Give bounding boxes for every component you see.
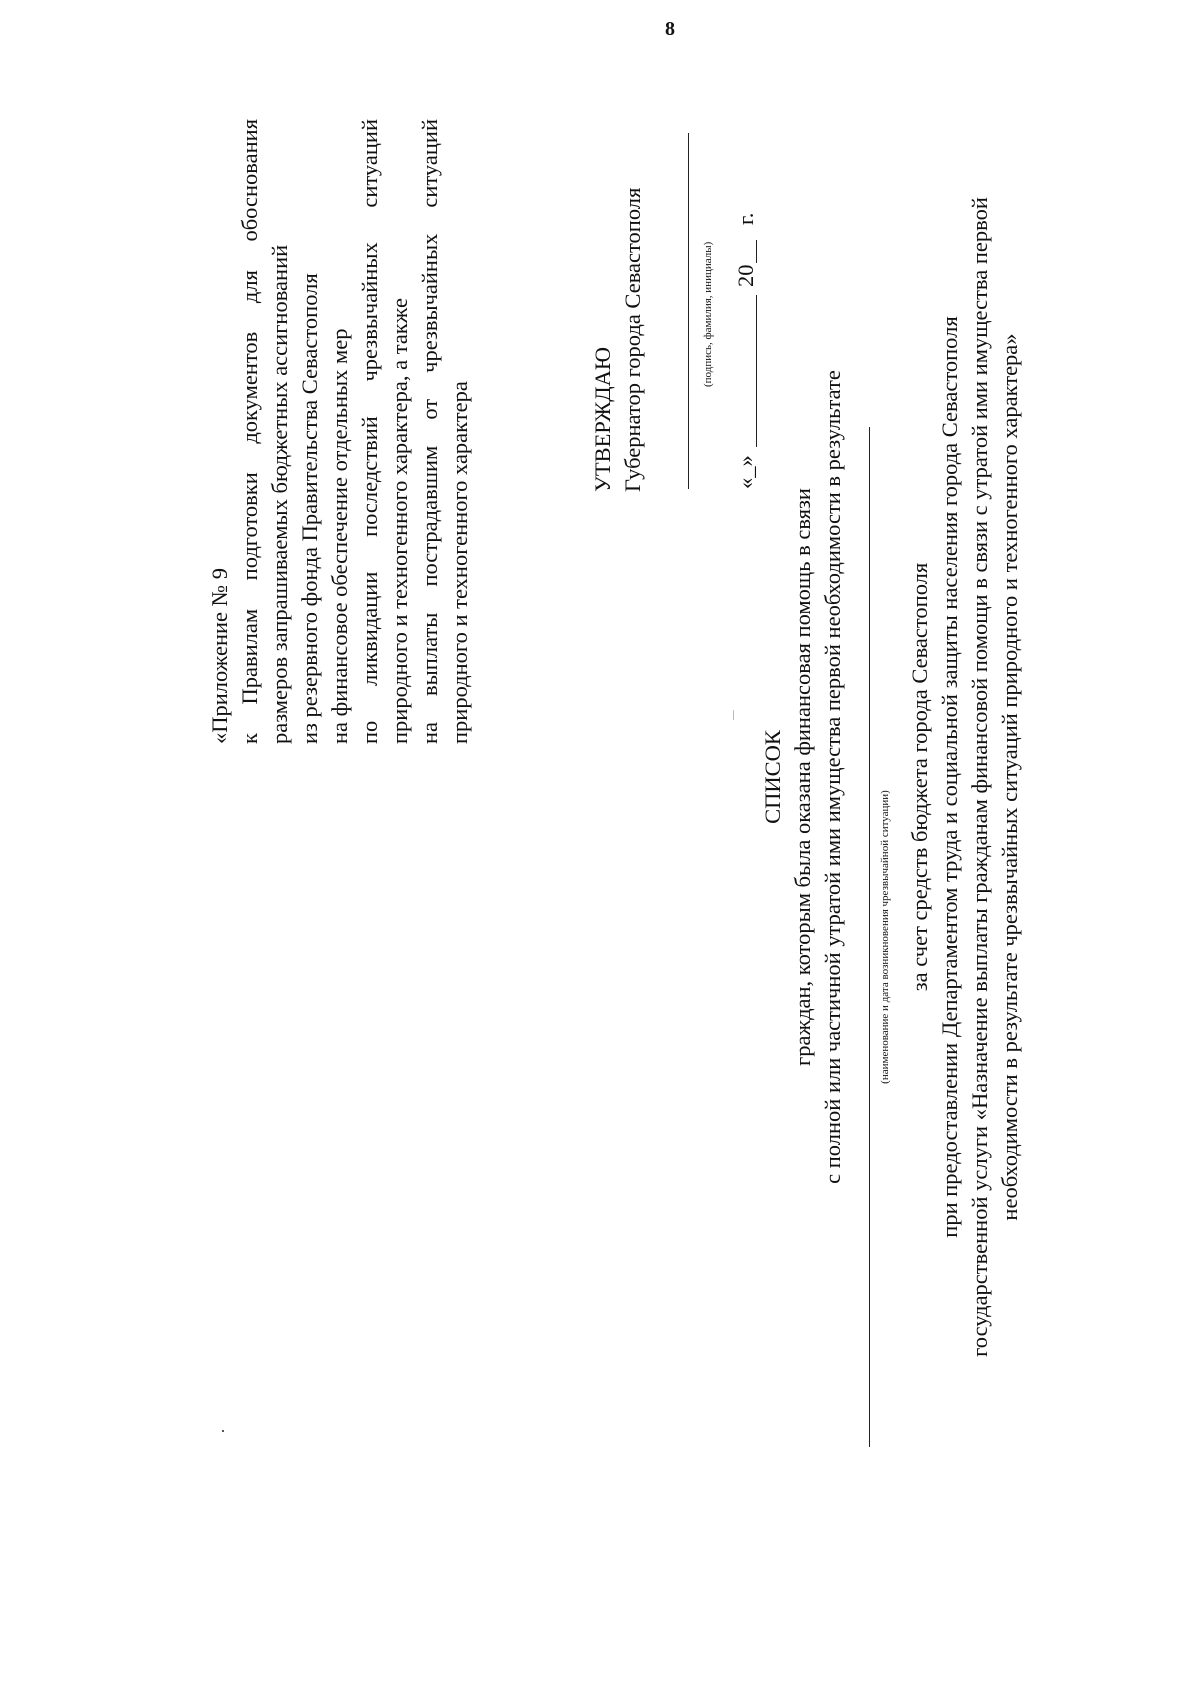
list-line: необходимости в результате чрезвычайных ситуаций природного и техногенного характера»	[997, 333, 1022, 1221]
annex-line: «Приложение № 9	[207, 568, 232, 744]
annex-line: к Правилам подготовки документов для обоснования	[237, 119, 262, 744]
rotated-page-content	[205, 107, 1085, 1447]
annex-block	[205, 119, 475, 744]
list-line: государственной услуги «Назначение выплаты гражданам финансовой помощи в связи с утратой ими имущества первой	[967, 197, 992, 1357]
list-line: за счет средств бюджета города Севастополя	[907, 562, 932, 992]
page-number: 8	[665, 18, 675, 40]
list-line: с полной или частичной утратой ими имущества первой необходимости в результате	[820, 370, 845, 1184]
approval-position: Губернатор города Севастополя	[620, 187, 645, 492]
annex-line: природного и техногенного характера	[447, 381, 472, 744]
emergency-line	[869, 427, 870, 1447]
annex-line: из резервного фонда Правительства Севастополя	[297, 273, 322, 744]
annex-line: природного и техногенного характера, а также	[387, 298, 412, 744]
approval-block	[588, 132, 648, 492]
list-line: граждан, которым была оказана финансовая помощь в связи	[790, 488, 815, 1066]
annex-line: размеров запрашиваемых бюджетных ассигнований	[267, 244, 292, 744]
annex-line: по ликвидации последствий чрезвычайных ситуаций	[357, 119, 382, 744]
date-suffix: г.	[733, 212, 758, 225]
date-open: «_»	[733, 455, 758, 489]
date-line	[756, 295, 757, 447]
signature-line	[688, 133, 689, 489]
year-line	[756, 240, 757, 263]
list-title: СПИСОК	[760, 730, 785, 824]
annex-line: на финансовое обеспечение отдельных мер	[327, 328, 352, 744]
signature-caption: (подпись, фамилия, инициалы)	[702, 241, 714, 387]
list-line: при предоставлении Департаментом труда и социальной защиты населения города Севастополя	[937, 316, 962, 1238]
emergency-caption: (наименование и дата возникновения чрезвычайной ситуации)	[879, 790, 891, 1084]
date-year: 20	[733, 264, 758, 287]
approval-heading: УТВЕРЖДАЮ	[590, 346, 615, 492]
annex-line: на выплаты пострадавшим от чрезвычайных ситуаций	[417, 119, 442, 744]
